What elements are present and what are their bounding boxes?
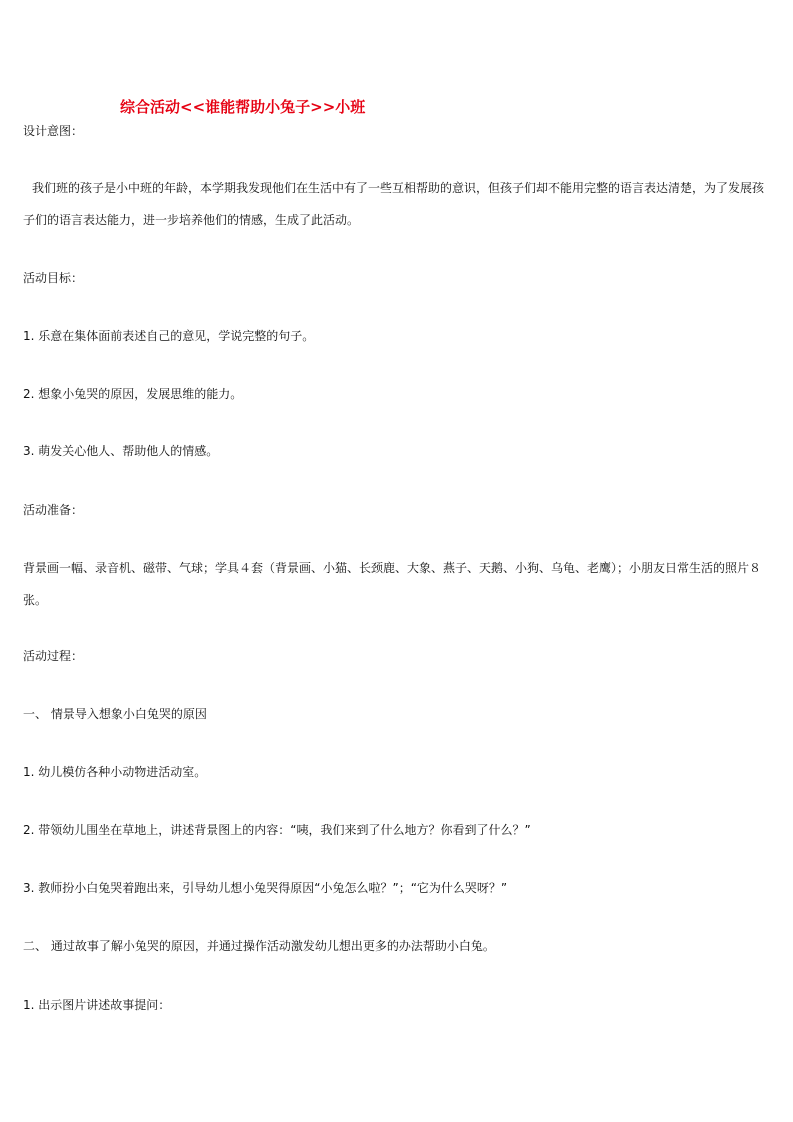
part1-step: 2. 带领幼儿围坐在草地上，讲述背景图上的内容：“咦，我们来到了什么地方？你看到了什么？” [23, 823, 531, 837]
document-title: 综合活动<<谁能帮助小兔子>>小班 [120, 98, 366, 116]
goal-item: 3. 萌发关心他人、帮助他人的情感。 [23, 444, 219, 458]
part2-heading: 二、 通过故事了解小兔哭的原因，并通过操作活动激发幼儿想出更多的办法帮助小白兔。 [23, 939, 495, 953]
prep-heading: 活动准备： [23, 503, 84, 517]
goal-item: 2. 想象小兔哭的原因，发展思维的能力。 [23, 387, 243, 401]
goal-item: 1. 乐意在集体面前表述自己的意见，学说完整的句子。 [23, 329, 315, 343]
prep-body: 背景画一幅、录音机、磁带、气球；学具４套（背景画、小猫、长颈鹿、大象、燕子、天鹅、小狗、乌龟、老鹰）；小朋友日常生活的照片８张。 [23, 561, 762, 607]
part2-step: 1. 出示图片讲述故事提问： [23, 998, 171, 1012]
process-heading: 活动过程： [23, 649, 84, 663]
part1-step: 1. 幼儿模仿各种小动物进活动室。 [23, 765, 207, 779]
part1-step: 3. 教师扮小白兔哭着跑出来，引导幼儿想小兔哭得原因“小兔怎么啦？”；“它为什么哭呀？” [23, 881, 508, 895]
part1-heading: 一、 情景导入想象小白兔哭的原因 [23, 707, 207, 721]
goals-heading: 活动目标： [23, 271, 84, 285]
design-heading: 设计意图： [23, 124, 84, 138]
design-body: 我们班的孩子是小中班的年龄，本学期我发现他们在生活中有了一些互相帮助的意识，但孩子们却不能用完整的语言表达清楚，为了发展孩子们的语言表达能力，进一步培养他们的情感，生成了此活动。 [23, 181, 765, 227]
